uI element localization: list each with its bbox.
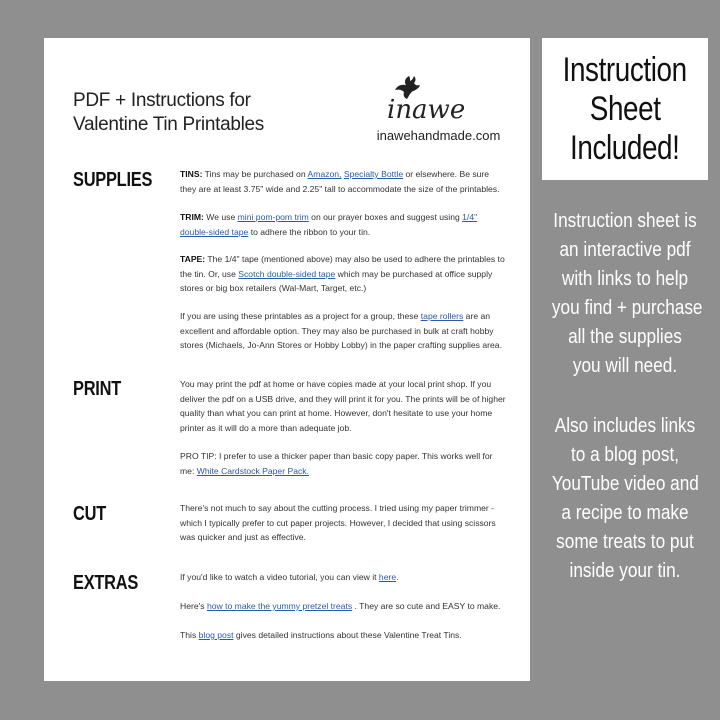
interactive-pdf-blurb: Instruction sheet is an interactive pdf with links to help you find + purchase all the supplies you will need. [551, 210, 703, 377]
specialty-bottle-link[interactable]: Specialty Bottle [343, 169, 404, 179]
tape-rollers-link[interactable]: tape rollers [420, 311, 464, 321]
extras-blog-paragraph: This blog post gives detailed instructions about these Valentine Treat Tins. [180, 630, 462, 640]
print-pro-tip: PRO TIP: I prefer to use a thicker paper than basic copy paper. This works well for me: White Cardstock Paper Pack. [180, 451, 493, 476]
instruction-sheet-included-label: Instruction Sheet Included! [542, 38, 708, 180]
pom-pom-trim-link[interactable]: mini pom-pom trim [237, 212, 309, 222]
cardstock-link[interactable]: White Cardstock Paper Pack. [196, 465, 309, 476]
document-title: PDF + Instructions for Valentine Tin Printables [73, 90, 265, 135]
print-heading: PRINT [73, 378, 121, 400]
supplies-tins-paragraph: TINS: Tins may be purchased on Amazon, Specialty Bottle or elsewhere. Be sure they are at least 3.75" wide and 2.25" tall to accommodate the size of the printables. [180, 169, 500, 194]
instruction-sheet [44, 38, 530, 681]
brand-url: inawehandmade.com [376, 128, 501, 143]
extras-heading: EXTRAS [73, 572, 139, 594]
pretzel-treats-link[interactable]: how to make the yummy pretzel treats [206, 601, 353, 611]
extras-treats-paragraph: Here's how to make the yummy pretzel treats . They are so cute and EASY to make. [180, 601, 501, 611]
supplies-heading: SUPPLIES [73, 169, 153, 191]
supplies-group-paragraph: If you are using these printables as a project for a group, these tape rollers are an excellent and affordable option. They may also be purchased in bulk at craft hobby stores (Michaels, Jo-Ann Stores or Hobby Lobby) in the paper crafting supplies area. [180, 311, 502, 350]
double-sided-tape-link[interactable]: 1/4" double-sided tape [180, 212, 478, 237]
cut-heading: CUT [73, 503, 106, 525]
brand-block [376, 72, 501, 143]
cut-paragraph: There's not much to say about the cutting process. I tried using my paper trimmer - which I typically prefer to cut paper projects. However, I decided that using scissors was quicker and just as effective. [180, 503, 496, 542]
brand-logo [379, 72, 499, 126]
extras-video-paragraph: If you'd like to watch a video tutorial, you can view it here. [180, 572, 399, 582]
supplies-trim-paragraph: TRIM: We use mini pom-pom trim on our prayer boxes and suggest using 1/4" double-sided tape to adhere the ribbon to your tin. [180, 212, 478, 237]
amazon-link[interactable]: Amazon, [307, 169, 342, 179]
extras-links-blurb: Also includes links to a blog post, YouTube video and a recipe to make some treats to put inside your tin. [551, 415, 699, 582]
svg-text:inawe: inawe [386, 95, 465, 125]
video-tutorial-link[interactable]: here [378, 572, 397, 582]
supplies-tape-paragraph: TAPE: The 1/4" tape (mentioned above) may also be used to adhere the printables to the tin. Or, use Scotch double-sided tape which may be purchased at office supply stores or big box retailers (Wal-Mart, Target, etc.) [180, 254, 505, 293]
scotch-tape-link[interactable]: Scotch double-sided tape [238, 268, 336, 279]
blog-post-link[interactable]: blog post [198, 630, 234, 640]
print-paragraph: You may print the pdf at home or have copies made at your local print shop. If you deliver the pdf on a USB drive, and they will print it for you. The prints will be of higher quality than what you can print at home. However, don't hesitate to use your home printer as it will do a more than adequate job. [180, 379, 506, 433]
